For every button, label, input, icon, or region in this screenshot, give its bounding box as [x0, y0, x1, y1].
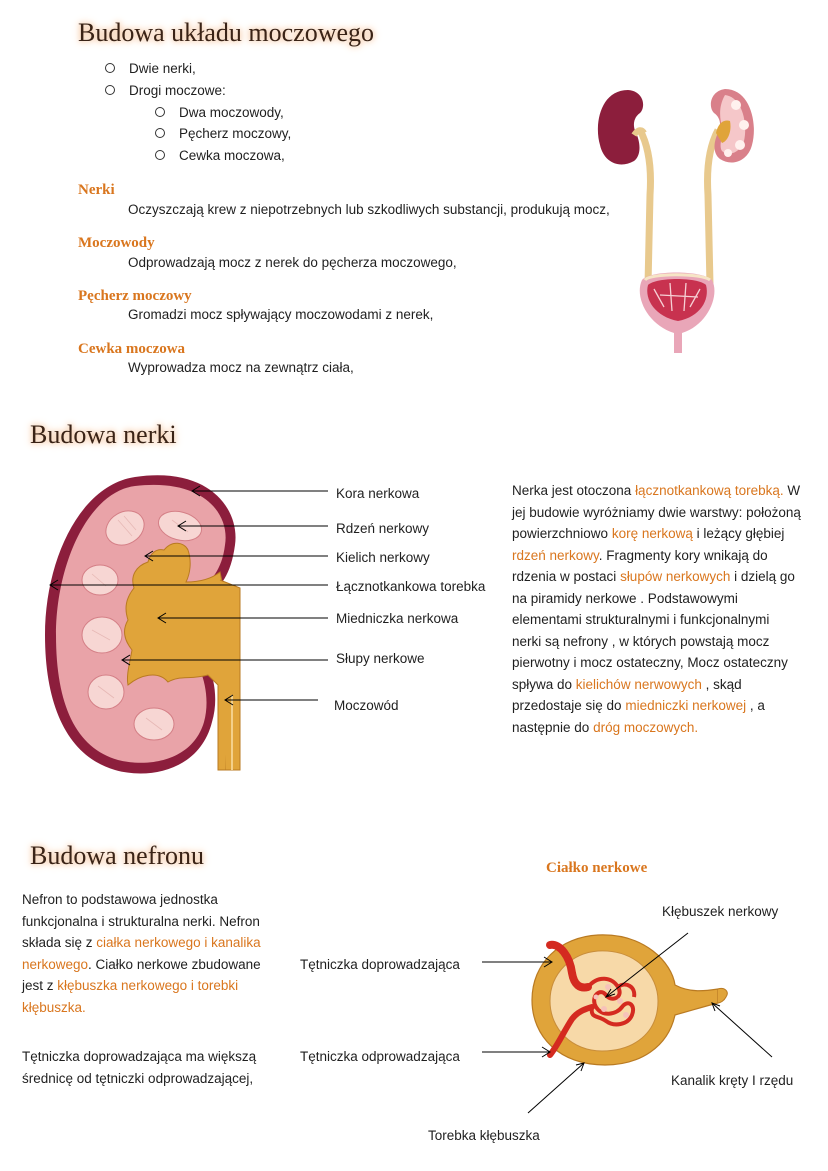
- label-torebka-klebuszka: Torebka kłębuszka: [428, 1128, 540, 1143]
- section-title-kidney-structure: Budowa nerki: [30, 420, 177, 449]
- label-kanalik: Kanalik kręty I rzędu: [671, 1073, 794, 1088]
- list-item: Dwa moczowody,: [155, 105, 284, 120]
- bullet-icon: [155, 107, 165, 117]
- label-moczowod: Moczowód: [334, 698, 399, 713]
- organ-description: Oczyszczają krew z niepotrzebnych lub szkodliwych substancji, produkują mocz,: [128, 202, 610, 217]
- organ-heading: Pęcherz moczowy: [78, 288, 192, 304]
- renal-corpuscle-diagram: [480, 915, 780, 1120]
- list-item: Dwie nerki,: [105, 61, 196, 76]
- urinary-system-illustration: [590, 85, 760, 360]
- label-kora-nerkowa: Kora nerkowa: [336, 486, 420, 501]
- bullet-icon: [155, 150, 165, 160]
- kidney-description: Nerka jest otoczona łącznotkankową torebką. W jej budowie wyróżniamy dwie warstwy: położoną powierzchniowo korę nerkową i leżący głębiej rdzeń nerkowy. Fragmenty kory wnikają do rdzenia w postaci słupów nerkowych i dzielą go na piramidy nerkowe . Podstawowymi elementami strukturalnymi i funkcjonalnymi nerki są nefrony , w których powstają mocz pierwotny i mocz ostateczny, Mocz ostateczny spływa do kielichów nerwowych , skąd przedostaje się do miedniczki nerkowej , a następnie do dróg moczowych.: [512, 483, 801, 735]
- list-item: Pęcherz moczowy,: [155, 126, 291, 141]
- label-rdzen-nerkowy: Rdzeń nerkowy: [336, 521, 430, 536]
- arteriole-note: Tętniczka doprowadzająca ma większą średnicę od tętniczki odprowadzającej,: [22, 1049, 257, 1086]
- organ-heading: Nerki: [78, 182, 115, 198]
- label-torebka: Łącznotkankowa torebka: [336, 579, 486, 594]
- organ-heading: Moczowody: [78, 235, 155, 251]
- bullet-icon: [105, 85, 115, 95]
- kidney-cross-section-diagram: [40, 470, 510, 785]
- organ-heading: Cewka moczowa: [78, 341, 186, 357]
- section-title-urinary-system: Budowa układu moczowego: [78, 18, 375, 47]
- list-item: Drogi moczowe:: [105, 83, 226, 98]
- bullet-icon: [105, 63, 115, 73]
- list-item: Cewka moczowa,: [155, 148, 285, 163]
- organ-description: Odprowadzają mocz z nerek do pęcherza moczowego,: [128, 255, 457, 270]
- label-tetniczka-odprowadzajaca: Tętniczka odprowadzająca: [300, 1049, 460, 1064]
- label-slupy-nerkowe: Słupy nerkowe: [336, 651, 425, 666]
- diagram-title-renal-corpuscle: Ciałko nerkowe: [546, 860, 648, 876]
- label-kielich-nerkowy: Kielich nerkowy: [336, 550, 430, 565]
- label-klebuszek: Kłębuszek nerkowy: [662, 904, 779, 919]
- organ-description: Wyprowadza mocz na zewnątrz ciała,: [128, 360, 354, 375]
- label-tetniczka-doprowadzajaca: Tętniczka doprowadzająca: [300, 957, 460, 972]
- organ-description: Gromadzi mocz spływający moczowodami z nerek,: [128, 307, 434, 322]
- section-title-nephron: Budowa nefronu: [30, 841, 205, 870]
- nephron-description: Nefron to podstawowa jednostka funkcjonalna i strukturalna nerki. Nefron składa się z ciałka nerkowego i kanalika nerkowego. Ciałko nerkowe zbudowane jest z kłębuszka nerkowego i torebki kłębuszka.: [22, 892, 261, 1015]
- bullet-icon: [155, 128, 165, 138]
- label-miedniczka: Miedniczka nerkowa: [336, 611, 459, 626]
